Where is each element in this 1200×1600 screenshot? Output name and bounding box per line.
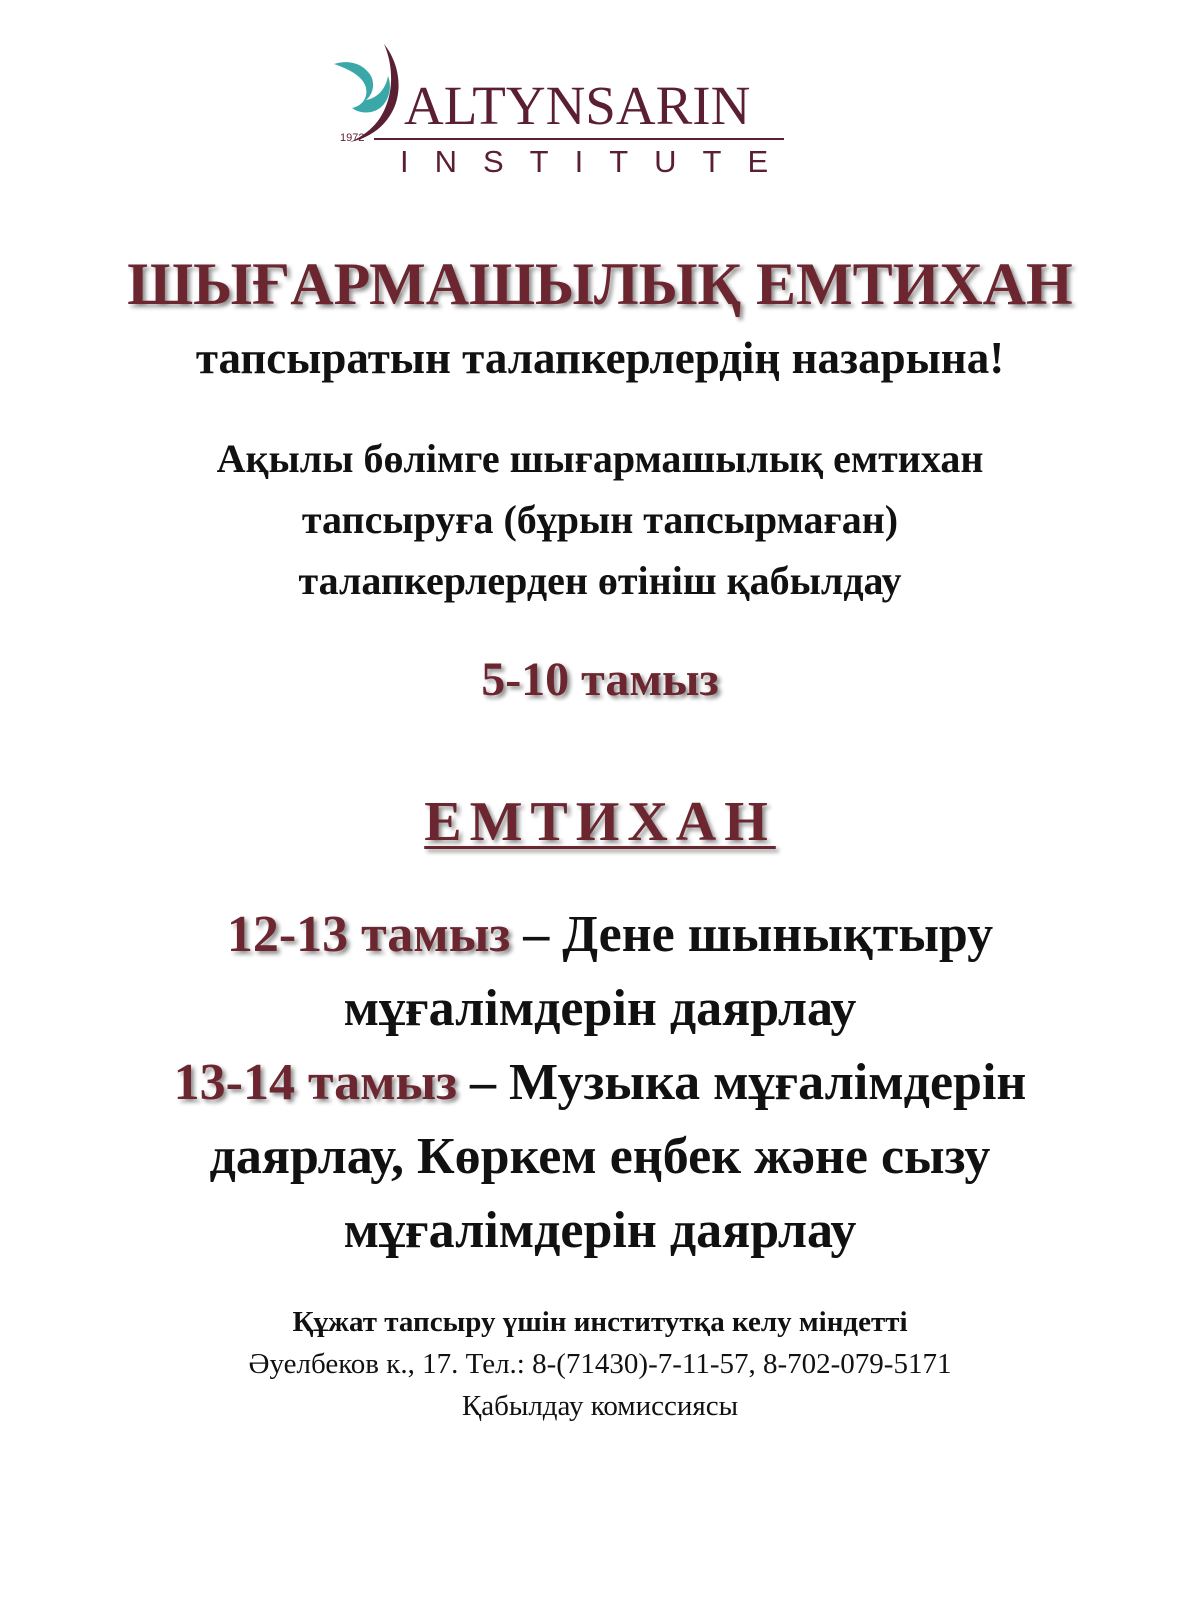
schedule-item-music-art	[0, 1046, 1200, 1268]
footer-notice: Құжат тапсыру үшін институтқа келу міндетті	[292, 1306, 908, 1338]
logo-year: 1972	[340, 132, 365, 144]
institute-logo	[326, 42, 795, 179]
exam-schedule	[0, 898, 1200, 1268]
logo-subtitle: INSTITUTE	[400, 144, 795, 179]
intro-line: талапкерлерден өтініш қабылдау	[298, 558, 902, 603]
schedule-line: мұғалімдерін даярлау	[343, 1202, 857, 1259]
intro-line: Ақылы бөлімге шығармашылық емтихан	[216, 436, 984, 481]
schedule-item-physical-education	[0, 898, 1200, 1046]
intro-line: тапсыруға (бұрын тапсырмаған)	[301, 497, 899, 542]
schedule-date: 13-14 тамыз	[173, 1054, 458, 1111]
logo-name: ALTYNSARIN	[404, 75, 751, 136]
logo-divider	[374, 138, 784, 140]
footer-address: Әуелбеков к., 17. Тел.: 8-(71430)-7-11-57, 8-702-079-5171	[248, 1348, 952, 1380]
schedule-program: Музыка мұғалімдерін	[509, 1054, 1027, 1111]
schedule-line: мұғалімдерін даярлау	[343, 980, 857, 1037]
exam-heading-text: ЕМТИХАН	[424, 791, 776, 853]
footer-committee: Қабылдау комиссиясы	[461, 1390, 739, 1422]
application-dates: 5-10 тамыз	[481, 653, 719, 706]
schedule-line: даярлау, Көркем еңбек және сызу	[209, 1128, 991, 1185]
intro-text	[0, 428, 1200, 611]
schedule-date: 12-13 тамыз	[226, 906, 511, 963]
exam-heading	[0, 790, 1200, 854]
page-subtitle: тапсыратын талапкерлердің назарына!	[195, 333, 1005, 383]
schedule-program: Дене шынықтыру	[562, 906, 994, 963]
schedule-line	[0, 1046, 1200, 1120]
page-title: ШЫҒАРМАШЫЛЫҚ ЕМТИХАН	[127, 251, 1073, 317]
schedule-dash: –	[457, 1054, 510, 1111]
schedule-line	[0, 898, 1200, 972]
schedule-dash: –	[510, 906, 563, 963]
